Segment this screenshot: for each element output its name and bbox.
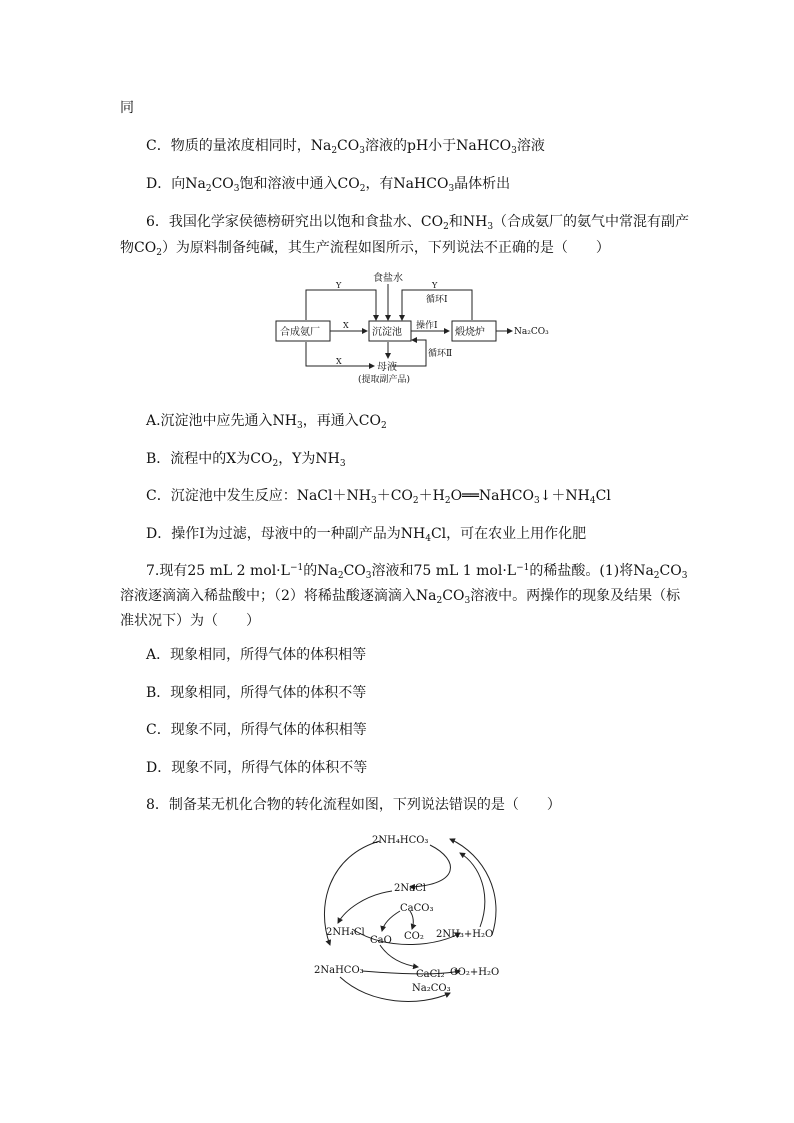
superscript: −1 [516, 563, 530, 573]
q5-option-d [146, 175, 510, 193]
arrow-nahco3-to-co2h2o [362, 971, 460, 974]
text: ，再通入CO [302, 413, 381, 429]
q8-stem: 8．制备某无机化合物的转化流程如图，下列说法错误的是（ ） [146, 797, 561, 813]
text: CO [659, 563, 682, 579]
nahco3-label: 2NaHCO₃ [314, 965, 364, 976]
page-top-fragment: 同 [120, 100, 134, 116]
arrow-nacl-to-nh4cl [338, 891, 392, 923]
brine-label: 食盐水 [373, 273, 403, 284]
co2-label: CO₂ [404, 931, 424, 942]
subscript: 2 [359, 184, 366, 194]
q6-process-diagram [266, 270, 566, 392]
loop2-arrow [392, 340, 426, 366]
subscript: 3 [511, 146, 517, 156]
subscript: 3 [448, 184, 455, 194]
text: 6．我国化学家侯德榜研究出以饱和食盐水、CO [146, 214, 444, 230]
subscript: 2 [412, 496, 419, 506]
q7-option-a: A．现象相同，所得气体的体积相等 [146, 647, 367, 663]
x-mid-label: X [343, 321, 349, 330]
subscript: 2 [156, 248, 162, 258]
subscript: 3 [487, 222, 494, 232]
text: Cl [595, 488, 611, 504]
text: C．物质的量浓度相同时，Na [146, 138, 332, 154]
text: CO [337, 138, 360, 154]
subscript: 2 [444, 496, 451, 506]
text: B．流程中的X为CO [146, 451, 273, 467]
nh3-h2o-label: 2NH₃+H₂O [436, 929, 494, 940]
subscript: 4 [425, 534, 431, 544]
subscript: 3 [359, 146, 365, 156]
operation1-label: 操作Ⅰ [416, 321, 438, 331]
text: ，Y为NH [278, 451, 340, 467]
text: ↓＋NH [539, 488, 590, 504]
subscript: 2 [380, 421, 387, 431]
text: D．向Na [146, 176, 206, 192]
cacl2-label: CaCl₂ [416, 969, 445, 980]
q6-option-a [146, 412, 387, 430]
q6-option-c [146, 487, 611, 505]
nh4hco3-label: 2NH₄HCO₃ [372, 835, 429, 846]
text: CO [442, 588, 465, 604]
q6-option-d [146, 525, 586, 543]
text: O══NaHCO [450, 488, 534, 504]
text: CO [343, 563, 366, 579]
text: （合成氨厂的氨气中常混有副产 [493, 214, 690, 230]
q5-option-c [146, 137, 545, 155]
text: 溶液和75 mL 1 mol·L [371, 563, 517, 579]
q7-option-c: C．现象不同，所得气体的体积相等 [146, 722, 367, 738]
text: 晶体析出 [454, 176, 511, 192]
text: C．沉淀池中发生反应：NaCl＋NH [146, 488, 371, 504]
text: 的Na [303, 563, 338, 579]
q7-stem-line1 [146, 562, 687, 580]
subscript: 3 [681, 571, 688, 581]
caco3-label: CaCO₃ [400, 903, 434, 914]
text: 溶液 [516, 138, 545, 154]
subscript: 2 [272, 459, 279, 469]
q7-option-d: D．现象不同，所得气体的体积不等 [146, 760, 368, 776]
text: 物CO [120, 240, 157, 256]
settling-tank-label: 沉淀池 [372, 327, 402, 338]
text: 和NH [448, 214, 488, 230]
text: A.沉淀池中应先通入NH [146, 413, 298, 429]
q6-stem-line1 [146, 213, 689, 231]
q7-stem-line3: 准状况下）为（ ） [120, 613, 260, 629]
q7-stem-line2 [120, 587, 680, 605]
product-label: Na₂CO₃ [514, 327, 549, 337]
subscript: 3 [365, 571, 372, 581]
q6-stem-line2 [120, 239, 610, 257]
text: ＋CO [376, 488, 413, 504]
subscript: 3 [339, 459, 346, 469]
nh4cl-label: 2NH₄Cl [326, 927, 365, 938]
arrow-caco3-to-cao [382, 911, 400, 931]
subscript: 2 [205, 184, 212, 194]
text: Cl，可在农业上用作化肥 [430, 526, 587, 542]
subscript: 3 [464, 596, 471, 606]
text: 的稀盐酸。(1)将Na [529, 563, 654, 579]
y-top-arrow [306, 290, 376, 320]
y-top-label: Y [336, 281, 342, 290]
arrow-cao-to-cacl2 [380, 945, 418, 967]
subscript: 2 [653, 571, 660, 581]
x-bottom-label: X [336, 357, 342, 366]
text: 饱和溶液中通入CO [239, 176, 360, 192]
loop1-label: 循环Ⅰ [426, 295, 448, 305]
text: 溶液逐滴滴入稀盐酸中；（2）将稀盐酸逐滴滴入Na [120, 588, 437, 604]
cycle-arc-top-inner [410, 845, 450, 887]
superscript: −1 [289, 563, 304, 573]
q7-option-b: B．现象相同，所得气体的体积不等 [146, 685, 367, 701]
ammonia-plant-label: 合成氨厂 [280, 327, 320, 338]
text: 溶液中。两操作的现象及结果（标 [470, 588, 681, 604]
subscript: 3 [533, 496, 540, 506]
text: 7.现有25 mL 2 mol·L [146, 563, 290, 579]
na2co3-label: Na₂CO₃ [412, 983, 451, 994]
cycle-arc-right [450, 839, 496, 935]
subscript: 3 [297, 421, 303, 431]
cao-label: CaO [370, 935, 392, 946]
text: 溶液的pH小于NaHCO [364, 138, 512, 154]
subscript: 4 [589, 496, 596, 506]
subscript: 2 [443, 222, 449, 232]
text: ）为原料制备纯碱，其生产流程如图所示，下列说法不正确的是（ ） [161, 240, 610, 256]
mother-liquor-label: 母液 [377, 362, 397, 373]
q8-cycle-diagram [310, 825, 510, 1015]
text: CO [211, 176, 234, 192]
loop2-label: 循环Ⅱ [428, 349, 453, 359]
subscript: 3 [370, 496, 377, 506]
extract-label: (提取副产品) [358, 375, 411, 385]
subscript: 2 [331, 146, 338, 156]
q6-option-b [146, 450, 346, 468]
subscript: 3 [233, 184, 240, 194]
text: D．操作Ⅰ为过滤，母液中的一种副产品为NH [146, 526, 426, 542]
text: ＋H [418, 488, 445, 504]
y-right-label: Y [432, 281, 438, 290]
calciner-label: 煅烧炉 [455, 327, 485, 338]
nacl-label: 2NaCl [394, 883, 426, 894]
text: ，有NaHCO [365, 176, 449, 192]
co2-h2o-label: CO₂+H₂O [450, 967, 500, 978]
subscript: 2 [436, 596, 443, 606]
subscript: 2 [337, 571, 344, 581]
